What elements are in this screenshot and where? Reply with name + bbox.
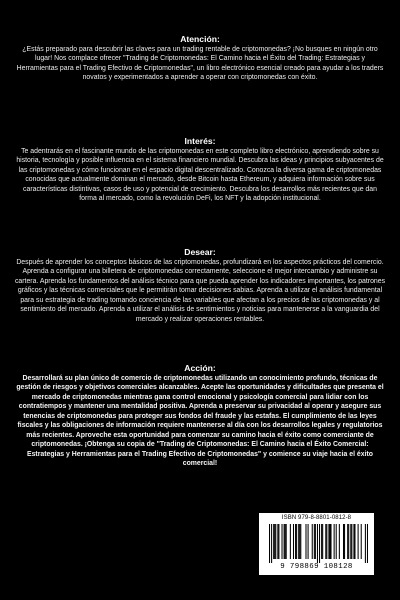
barcode-bar [315,524,316,559]
barcode-bar [354,524,355,559]
barcode-bar [365,524,366,563]
barcode-bar [353,524,354,559]
barcode-bar [299,524,300,559]
desear-heading: Desear: [184,247,216,257]
section-atencion [14,34,386,83]
barcode-bar [321,524,322,559]
barcode-bar [308,524,309,559]
barcode-bar [290,524,291,559]
barcode-bar [295,524,296,559]
barcode-bar [322,524,323,559]
desear-body: Después de aprender los conceptos básicos de las criptomonedas, profundizará en los aspectos prácticos del comercio. Aprenda a configurar una billetera de criptomonedas correctamente, seleccione el mejor intercambio y administre su cartera. Aprenda los fundamentos del análisis técnico para que pueda aprender los indicadores importantes, los patrones gráficos y las técnicas comerciales que le permitirán tomar decisiones sabias. Aprenda a utilizar el análisis fundamental para su estrategia de trading tomando conciencia de las variables que afectan a los precios de las criptomonedas y al sentimiento del mercado. Aprenda a utilizar el análisis de sentimientos y noticias para mantenerse a la vanguardia del mercado y realizar operaciones rentables. [14,259,386,323]
barcode-bar [305,524,306,559]
barcode-bar [325,524,326,559]
barcode-bar [314,524,315,559]
barcode-bar [351,524,352,559]
barcode-bar [312,524,313,559]
barcode-bar [300,524,301,559]
barcode-bars [269,524,368,563]
barcode-bar [326,524,327,559]
barcode-bar [343,524,344,559]
barcode-bar [344,524,345,559]
barcode-bar [296,524,297,559]
barcode-bar [330,524,331,559]
barcode-bar [347,524,348,559]
barcode-bar [273,524,274,559]
barcode-bar [328,524,329,559]
barcode-bar [317,524,318,563]
barcode-bar [348,524,349,559]
barcode-bar [367,524,368,563]
barcode-bar [274,524,275,559]
interes-body: Te adentrarás en el fascinante mundo de las criptomonedas en este completo libro electrónico, aprendiendo sobre su historia, tecnología y posible influencia en el sistema financiero mundial. Descubra las ideas y principios subyacentes de las criptomonedas y cómo funcionan en el espacio digital descentralizado. Conozca la diversa gama de criptomonedas conocidas que actualmente dominan el mercado, desde Bitcoin hasta Ethereum, y adquiera información sobre sus características distintivas, casos de uso y potencial de crecimiento. Descubra los desarrollos más recientes que dan forma al mercado, como la revolución DeFi, los NFT y la adopción institucional. [16,148,384,203]
ean-digits: 9 798869 108128 [280,563,353,571]
barcode-bar [285,524,286,559]
barcode-bar [336,524,337,559]
barcode-bar [269,524,270,563]
barcode-bar [284,524,285,559]
barcode-bar [319,524,320,563]
barcode-bar [350,524,351,559]
interes-heading: Interés: [184,136,216,146]
section-desear [14,247,386,324]
section-accion [13,363,387,469]
barcode-bar [329,524,330,559]
isbn-barcode-box [259,513,374,575]
barcode-bar [286,524,287,559]
barcode-bar [358,524,359,559]
barcode-bar [282,524,283,559]
barcode-bar [275,524,276,559]
accion-body: Desarrollará su plan único de comercio de criptomonedas utilizando un conocimiento profundo, técnicas de gestión de riesgos y objetivos comerciales alcanzables. Acepte las oportunidades y dificultades que presenta el mercado de criptomonedas mientras gana control emocional y psicología comercial para lidiar con los contratiempos y mantener una mentalidad positiva. Aprenda a preservar su privacidad al operar y asegure sus tenencias de criptomonedas para proteger sus fondos del fraude y las estafas. El cumplimiento de las leyes fiscales y las obligaciones de información requiere mantenerse al día con los desarrollos legales y regulatorios más recientes. Aproveche esta oportunidad para comenzar su camino hacia el éxito como comerciante de criptomonedas. ¡Obtenga su copia de "Trading de Criptomonedas: El Camino hacia el Éxito Comercial: Estrategias y Herramientas para el Trading Efectivo de Criptomonedas" y comience su viaje hacia el éxito comercial! [16,375,384,468]
barcode-bar [271,524,272,563]
isbn-label: ISBN 979-8-8801-0812-8 [281,515,352,521]
barcode-bar [278,524,279,559]
barcode-bar [339,524,340,559]
barcode-bar [293,524,294,559]
atencion-body: ¿Estás preparado para descubrir las claves para un trading rentable de criptomonedas? ¡No busques en ningún otro lugar! Nos complace ofrecer "Trading de Criptomonedas: El Camino hacia el Éxito del Trading: Estrategias y Herramientas para el Trading Efectivo de Criptomonedas", un libro electrónico esencial creado para ayudar a los traders novatos y experimentados a aprender a operar con criptomonedas con éxito. [16,46,384,82]
barcode-bar [298,524,299,559]
section-interes [14,136,386,204]
accion-heading: Acción: [184,363,216,373]
barcode-bar [277,524,278,559]
barcode-bar [361,524,362,559]
atencion-heading: Atención: [180,34,220,44]
barcode-bar [334,524,335,559]
